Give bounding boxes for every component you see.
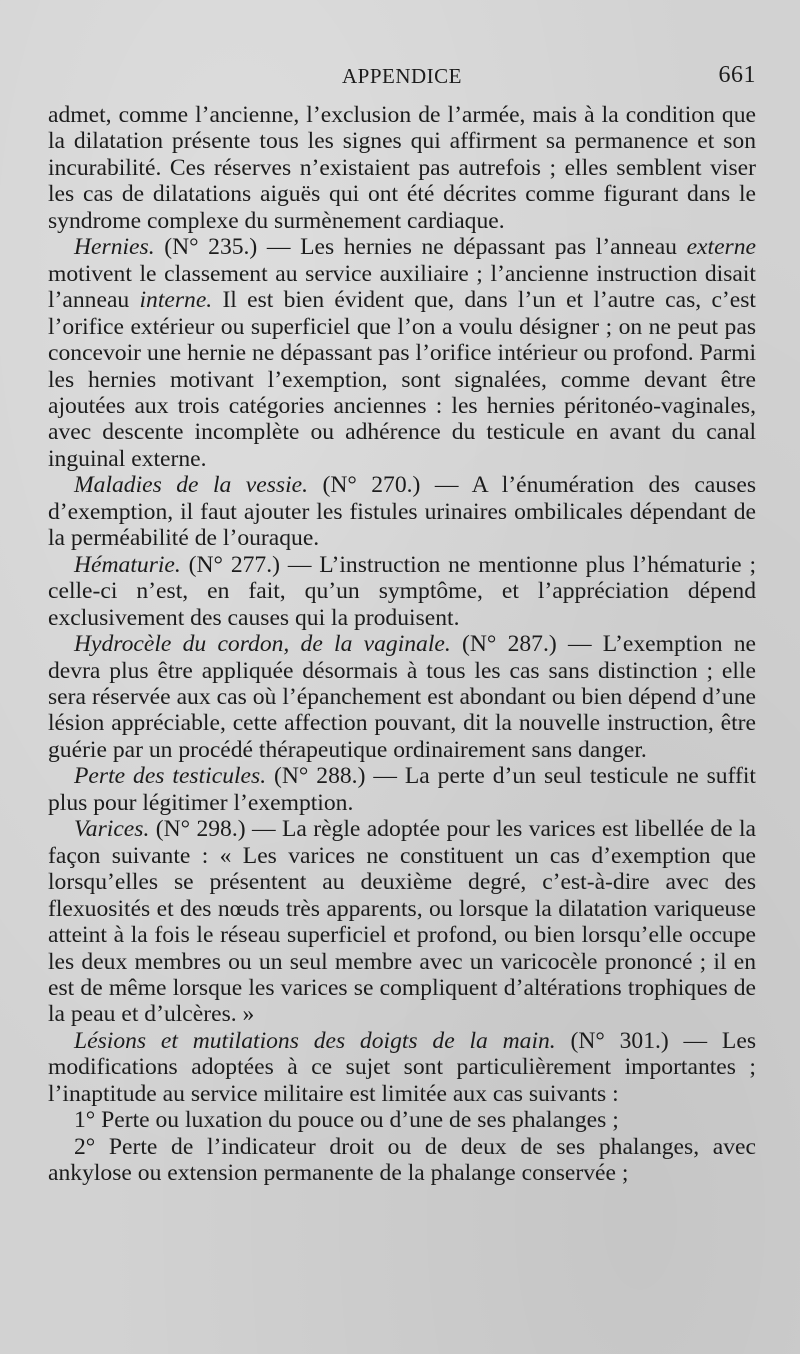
section-heading: Varices. bbox=[74, 816, 150, 843]
list-item-text: 2° Perte de l’indicateur droit ou de deux de ses phalanges, avec ankylose ou extension permanente de la phalange conservée ; bbox=[48, 1133, 756, 1187]
list-item-2 bbox=[48, 1134, 756, 1187]
running-title: APPENDICE bbox=[341, 64, 462, 88]
paragraph-text: (N° 287.) — L’exemption ne devra plus être appliquée désormais à tous les cas sans distinction ; elle sera réservée aux cas où l’épanchement est abondant ou bien dépend d’une lésion appréciable, cette affection pouvant, dit la nouvelle instruction, être guérie par un procédé thérapeutique ordinairement sans danger. bbox=[48, 631, 756, 763]
paragraph-hernies bbox=[48, 234, 756, 472]
paragraph-lesions-doigts bbox=[48, 1028, 756, 1107]
paragraph-text: admet, comme l’ancienne, l’exclusion de l’armée, mais à la condition que la dilatation présente tous les signes qui affirment sa permanence et son incurabilité. Ces réserves n’existaient pas autrefois ; elles semblent viser les cas de dilatations aiguës qui ont été décrites comme figurant dans le syndrome complexe du surmènement cardiaque. bbox=[48, 102, 756, 234]
emphasis-word: externe bbox=[686, 234, 756, 261]
section-heading: Hernies. bbox=[74, 234, 155, 261]
paragraph-text: motivent le classement au service auxiliaire ; l’ancienne instruction disait l’anneau bbox=[48, 260, 756, 314]
paragraph-text: (N° 301.) — Les modifications adoptées à ce sujet sont particulièrement importantes ; l’inaptitude au service militaire est limitée aux cas suivants : bbox=[48, 1027, 757, 1107]
paragraph-maladies-vessie bbox=[48, 472, 756, 551]
paragraph-text: (N° 270.) — A l’énumération des causes d’exemption, il faut ajouter les fistules urinaires ombilicales dépendant de la perméabilité de l’ouraque. bbox=[48, 472, 757, 552]
paragraph-text: Il est bien évident que, dans l’un et l’autre cas, c’est l’orifice extérieur ou superficiel que l’on a voulu désigner ; on ne peut pas concevoir une hernie ne dépassant pas l’orifice intérieur ou profond. Parmi les hernies motivant l’exemption, sont signalées, comme devant être ajoutées aux trois catégories anciennes : les hernies péritonéo-vaginales, avec descente incomplète ou adhérence du testicule en avant du canal inguinal externe. bbox=[48, 287, 756, 472]
paragraph-text: (N° 235.) — Les hernies ne dépassant pas l’anneau bbox=[154, 234, 687, 261]
section-heading: Hydrocèle du cordon, de la vaginale. bbox=[74, 631, 451, 658]
paragraph-text: (N° 288.) — La perte d’un seul testicule ne suffit plus pour légitimer l’exemption. bbox=[48, 763, 756, 816]
paragraph-hydrocele bbox=[48, 631, 756, 763]
body-text bbox=[48, 102, 756, 1187]
paragraph-hematurie bbox=[48, 552, 756, 631]
section-heading: Lésions et mutilations des doigts de la main. bbox=[74, 1027, 556, 1054]
list-item-text: 1° Perte ou luxation du pouce ou d’une de ses phalanges ; bbox=[74, 1107, 619, 1134]
paragraph-continuation bbox=[48, 102, 756, 234]
paragraph-text: (N° 298.) — La règle adoptée pour les varices est libellée de la façon suivante : « Les varices ne constituent un cas d’exemption que lorsqu’elles se présentent au deuxième degré, c’est-à-dire avec des flexuosités et des nœuds très apparents, ou lorsque la dilatation variqueuse atteint à la fois le réseau superficiel et profond, ou bien lorsqu’elle occupe les deux membres ou un seul membre avec un varicocèle prononcé ; il en est de même lorsque les varices se compliquent d’altérations trophiques de la peau et d’ulcères. » bbox=[48, 816, 756, 1028]
page-number: 661 bbox=[718, 62, 756, 88]
section-heading: Maladies de la vessie. bbox=[74, 472, 309, 499]
list-item-1 bbox=[48, 1107, 756, 1133]
paragraph-perte-testicules bbox=[48, 763, 756, 816]
paragraph-varices bbox=[48, 816, 756, 1028]
paragraph-text: (N° 277.) — L’instruction ne mentionne plus l’hématurie ; celle-ci n’est, en fait, qu’un symptôme, et l’appréciation dépend exclusivement des causes qui la produisent. bbox=[48, 551, 756, 631]
running-head bbox=[48, 64, 756, 90]
emphasis-word: interne. bbox=[139, 287, 213, 314]
section-heading: Hématurie. bbox=[74, 551, 181, 578]
section-heading: Perte des testicules. bbox=[74, 763, 267, 790]
